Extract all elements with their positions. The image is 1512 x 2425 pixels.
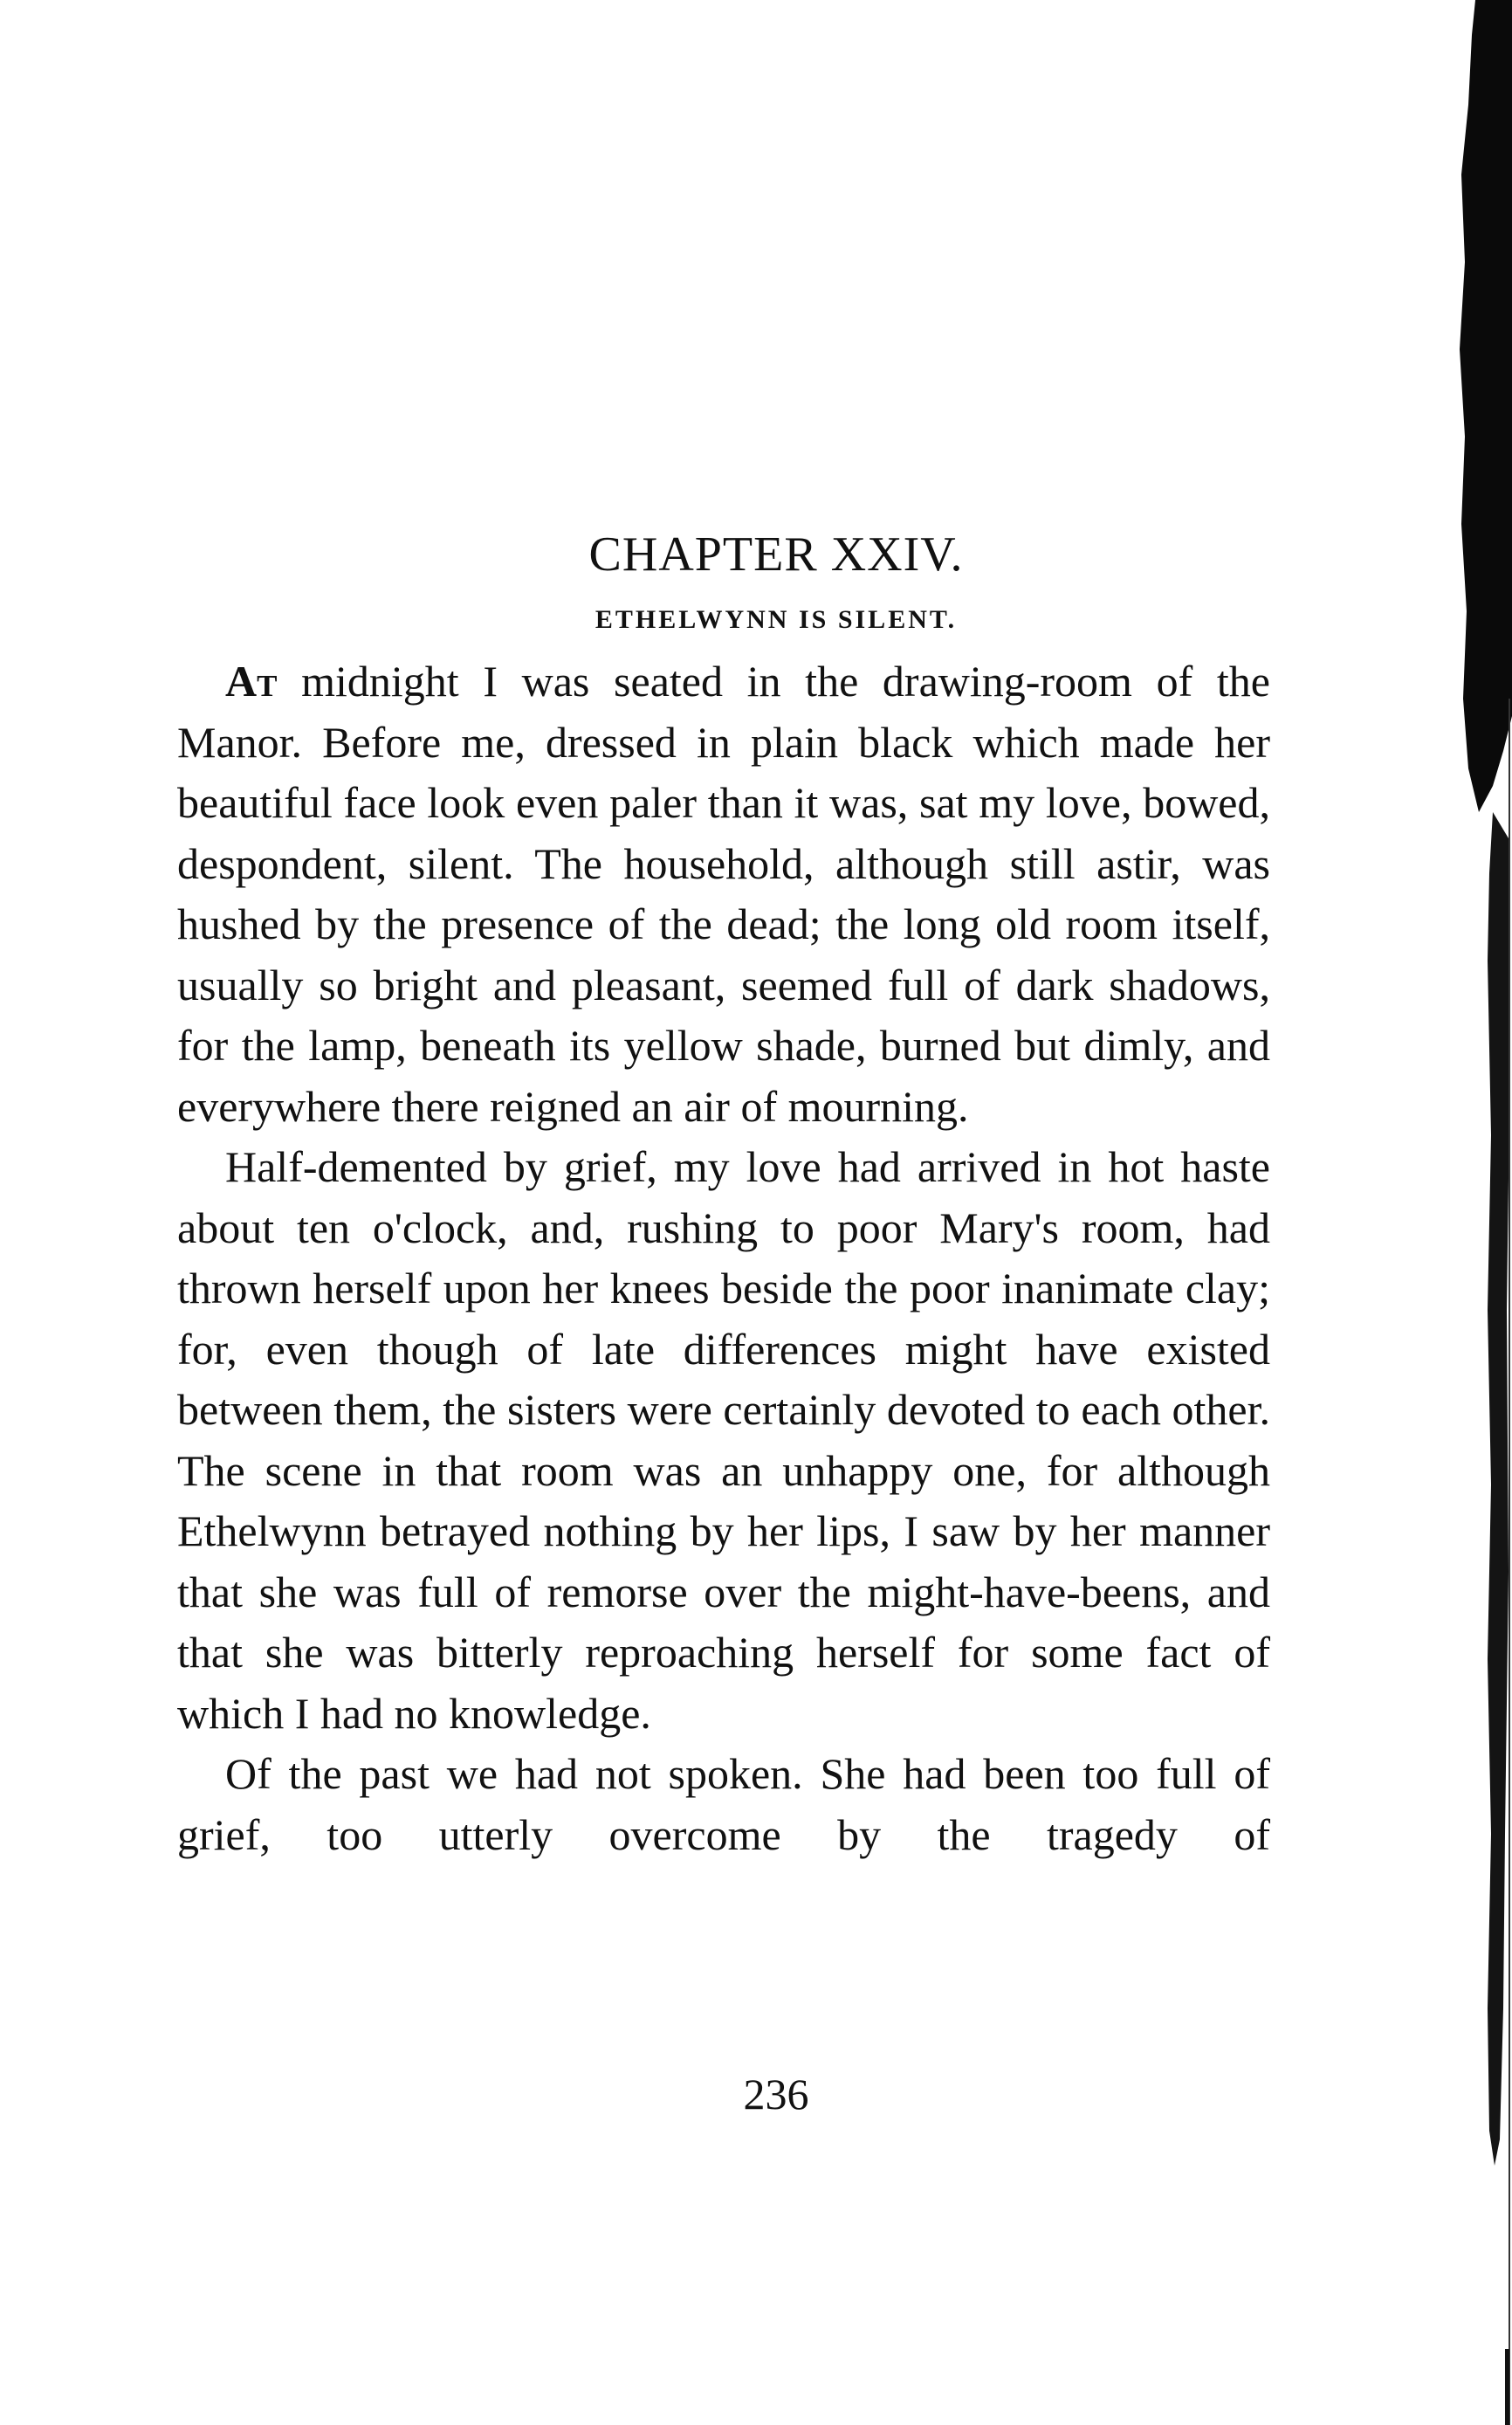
chapter-subtitle: ETHELWYNN IS SILENT. bbox=[594, 605, 958, 634]
paragraph-1-text: midnight I was seated in the drawing-room of the Manor. Before me, dressed in plain black which made her beautiful face look even paler than it was, sat my love, bowed, despondent, silent. The household, although still astir, was hushed by the presence of the dead; the long old room itself, usually so bright and pleasant, seemed full of dark shadows, for the lamp, beneath its yellow shade, burned but dimly, and everywhere there reigned an air of mourning. bbox=[177, 657, 1270, 1131]
chapter-title: CHAPTER XXIV. bbox=[588, 527, 964, 582]
paragraph-2 bbox=[177, 1137, 1270, 1744]
paragraph-1 bbox=[177, 651, 1270, 1137]
paragraph-3 bbox=[177, 1744, 1270, 1865]
binding-shadow-upper bbox=[1460, 0, 1512, 812]
binding-shadow-lower bbox=[1488, 812, 1510, 2166]
paragraph-lead-word: At bbox=[225, 657, 278, 706]
text-block bbox=[177, 524, 1270, 1865]
page-edge-line bbox=[1509, 699, 1510, 2425]
page-number: 236 bbox=[743, 2070, 809, 2118]
scan-edge-shadow bbox=[1381, 0, 1512, 2425]
page-edge-mark bbox=[1505, 2349, 1509, 2425]
paragraph-3-text: Of the past we had not spoken. She had been too full of grief, too utterly overcome by the tragedy of bbox=[177, 1749, 1270, 1859]
paragraph-2-text: Half-demented by grief, my love had arrived in hot haste about ten o'clock, and, rushing to poor Mary's room, had thrown herself upon her knees beside the poor inanimate clay; for, even though of late differences might have existed between them, the sisters were certainly devoted to each other. The scene in that room was an unhappy one, for although Ethelwynn betrayed nothing by her lips, I saw by her manner that she was full of remorse over the might-have-beens, and that she was bitterly reproaching herself for some fact of which I had no knowledge. bbox=[177, 1142, 1270, 1738]
